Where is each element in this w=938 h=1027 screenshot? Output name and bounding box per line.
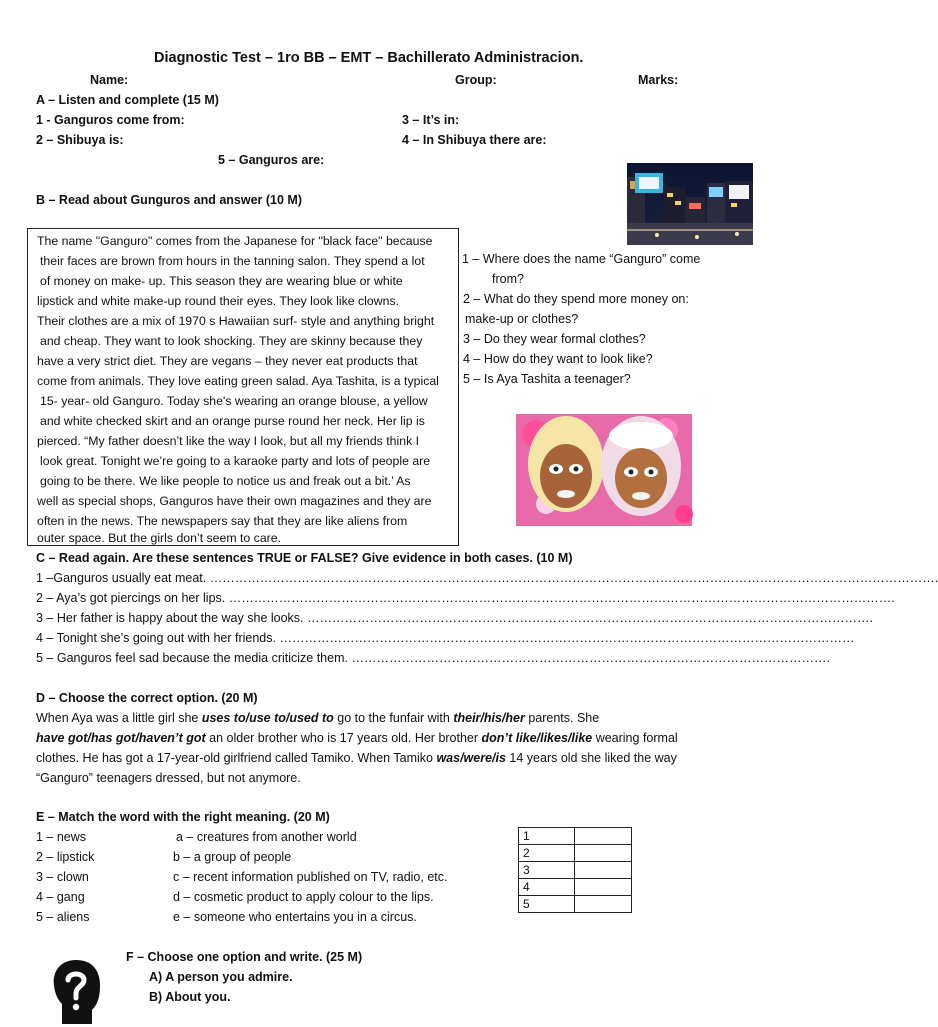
name-label: Name:	[90, 73, 129, 87]
question: make-up or clothes?	[465, 312, 579, 326]
row-number: 5	[519, 896, 575, 913]
table-row	[519, 828, 632, 845]
passage-line: their faces are brown from hours in the tanning salon. They spend a lot	[40, 254, 425, 268]
passage-line: often in the news. The newspapers say that they are like aliens from	[37, 514, 408, 528]
section-c-item	[36, 591, 895, 605]
table-row	[519, 845, 632, 862]
section-c-item	[36, 611, 873, 625]
question: from?	[492, 272, 524, 286]
match-word: 5 – aliens	[36, 910, 90, 924]
section-a-title: A – Listen and complete (15 M)	[36, 93, 219, 107]
match-word: 4 – gang	[36, 890, 85, 904]
match-word: 2 – lipstick	[36, 850, 95, 864]
passage-line: come from animals. They love eating green salad. Aya Tashita, is a typical	[37, 374, 439, 388]
passage-line: have a very strict diet. They are vegans – they never eat products that	[37, 354, 418, 368]
section-a-item: 4 – In Shibuya there are:	[402, 133, 547, 147]
text: 14 years old she liked the way	[505, 751, 677, 765]
section-a-item: 5 – Ganguros are:	[218, 153, 325, 167]
group-label: Group:	[455, 73, 497, 87]
choice-option[interactable]: uses to/use to/used to	[201, 711, 334, 725]
passage-line: 15- year- old Ganguro. Today she's wearing an orange blouse, a yellow	[40, 394, 428, 408]
section-c-item-text: 3 – Her father is happy about the way she looks.	[36, 611, 304, 625]
section-c-item-text: 5 – Ganguros feel sad because the media criticize them.	[36, 651, 348, 665]
text: parents. She	[524, 711, 600, 725]
test-title: Diagnostic Test – 1ro BB – EMT – Bachillerato Administracion.	[154, 50, 584, 66]
section-c-item-text: 4 – Tonight she’s going out with her friends.	[36, 631, 276, 645]
question: 3 – Do they wear formal clothes?	[463, 332, 646, 346]
passage-line: lipstick and white make-up round their eyes. They look like clowns.	[37, 294, 400, 308]
section-d-line	[36, 751, 677, 765]
passage-line: and cheap. They want to look shocking. They are skinny because they	[40, 334, 423, 348]
answer-dotted-line[interactable]: …………………………………………………………………………………………………………………………	[279, 631, 855, 645]
answer-cell[interactable]	[575, 896, 632, 913]
section-b-title: B – Read about Gunguros and answer (10 M)	[36, 193, 303, 207]
section-a-item: 3 – It’s in:	[402, 113, 460, 127]
section-c-item	[36, 631, 855, 645]
section-d-line: “Ganguro” teenagers dressed, but not anymore.	[36, 771, 301, 785]
question: 4 – How do they want to look like?	[463, 352, 653, 366]
passage-line: going to be there. We like people to notice us and freak out a bit.’ As	[40, 474, 411, 488]
choice-option[interactable]: was/were/is	[436, 751, 506, 765]
section-c-item	[36, 651, 830, 665]
section-c-title: C – Read again. Are these sentences TRUE or FALSE? Give evidence in both cases. (10 M)	[36, 551, 573, 565]
match-meaning: b – a group of people	[173, 850, 292, 864]
table-row	[519, 862, 632, 879]
text: wearing formal	[592, 731, 678, 745]
shibuya-night-photo	[627, 163, 753, 245]
match-answer-table	[518, 827, 632, 913]
text: an older brother who is 17 years old. Her brother	[205, 731, 482, 745]
ganguro-girls-photo	[516, 414, 692, 526]
section-d-line	[36, 711, 599, 725]
text: go to the funfair with	[333, 711, 454, 725]
section-a-item: 2 – Shibuya is:	[36, 133, 124, 147]
choice-option[interactable]: don’t like/likes/like	[481, 731, 593, 745]
section-e-title: E – Match the word with the right meaning. (20 M)	[36, 810, 330, 824]
passage-line: outer space. But the girls don’t seem to care.	[37, 531, 282, 545]
reading-passage	[27, 228, 459, 546]
answer-cell[interactable]	[575, 862, 632, 879]
match-meaning: a – creatures from another world	[176, 830, 357, 844]
match-meaning: e – someone who entertains you in a circus.	[173, 910, 417, 924]
table-row	[519, 879, 632, 896]
write-option: A) A person you admire.	[149, 970, 293, 984]
match-word: 3 – clown	[36, 870, 89, 884]
question: 5 – Is Aya Tashita a teenager?	[463, 372, 631, 386]
section-c-item-text: 1 –Ganguros usually eat meat.	[36, 571, 207, 585]
section-a-item: 1 - Ganguros come from:	[36, 113, 185, 127]
table-row	[519, 896, 632, 913]
answer-cell[interactable]	[575, 828, 632, 845]
section-f-title: F – Choose one option and write. (25 M)	[126, 950, 363, 964]
section-d-line	[36, 731, 678, 745]
answer-dotted-line[interactable]: ………………………………………………………………………………………………………………………………………………………….	[209, 571, 938, 585]
answer-dotted-line[interactable]: …………………………………………………………………………………………………………………………………………….	[228, 591, 895, 605]
row-number: 4	[519, 879, 575, 896]
passage-line: and white checked skirt and an orange purse round her neck. Her lip is	[40, 414, 425, 428]
section-d-title: D – Choose the correct option. (20 M)	[36, 691, 258, 705]
section-c-item	[36, 571, 938, 585]
passage-line: of money on make- up. This season they are wearing blue or white	[40, 274, 403, 288]
question-mark-head-icon	[50, 958, 102, 1024]
answer-cell[interactable]	[575, 879, 632, 896]
passage-line: pierced. “My father doesn’t like the way I look, but all my friends think I	[37, 434, 420, 448]
match-meaning: d – cosmetic product to apply colour to the lips.	[173, 890, 434, 904]
section-c-item-text: 2 – Aya’s got piercings on her lips.	[36, 591, 226, 605]
question: 1 – Where does the name “Ganguro” come	[462, 252, 701, 266]
choice-option[interactable]: have got/has got/haven’t got	[36, 731, 206, 745]
answer-dotted-line[interactable]: ……………………………………………………………………………………………………………………….	[307, 611, 873, 625]
marks-label: Marks:	[638, 73, 679, 87]
question: 2 – What do they spend more money on:	[463, 292, 689, 306]
passage-line: The name "Ganguro" comes from the Japanese for "black face" because	[37, 234, 433, 248]
text: When Aya was a little girl she	[36, 711, 202, 725]
row-number: 3	[519, 862, 575, 879]
passage-line: Their clothes are a mix of 1970 s Hawaiian surf- style and anything bright	[37, 314, 435, 328]
choice-option[interactable]: their/his/her	[453, 711, 525, 725]
passage-line: look great. Tonight we’re going to a karaoke party and lots of people are	[40, 454, 431, 468]
match-meaning: c – recent information published on TV, radio, etc.	[173, 870, 448, 884]
text: clothes. He has got a 17-year-old girlfriend called Tamiko. When Tamiko	[36, 751, 437, 765]
passage-line: well as special shops, Ganguros have their own magazines and they are	[37, 494, 432, 508]
write-option: B) About you.	[149, 990, 231, 1004]
answer-dotted-line[interactable]: …………………………………………………………………………………………………….	[351, 651, 830, 665]
row-number: 1	[519, 828, 575, 845]
answer-cell[interactable]	[575, 845, 632, 862]
row-number: 2	[519, 845, 575, 862]
match-word: 1 – news	[36, 830, 87, 844]
